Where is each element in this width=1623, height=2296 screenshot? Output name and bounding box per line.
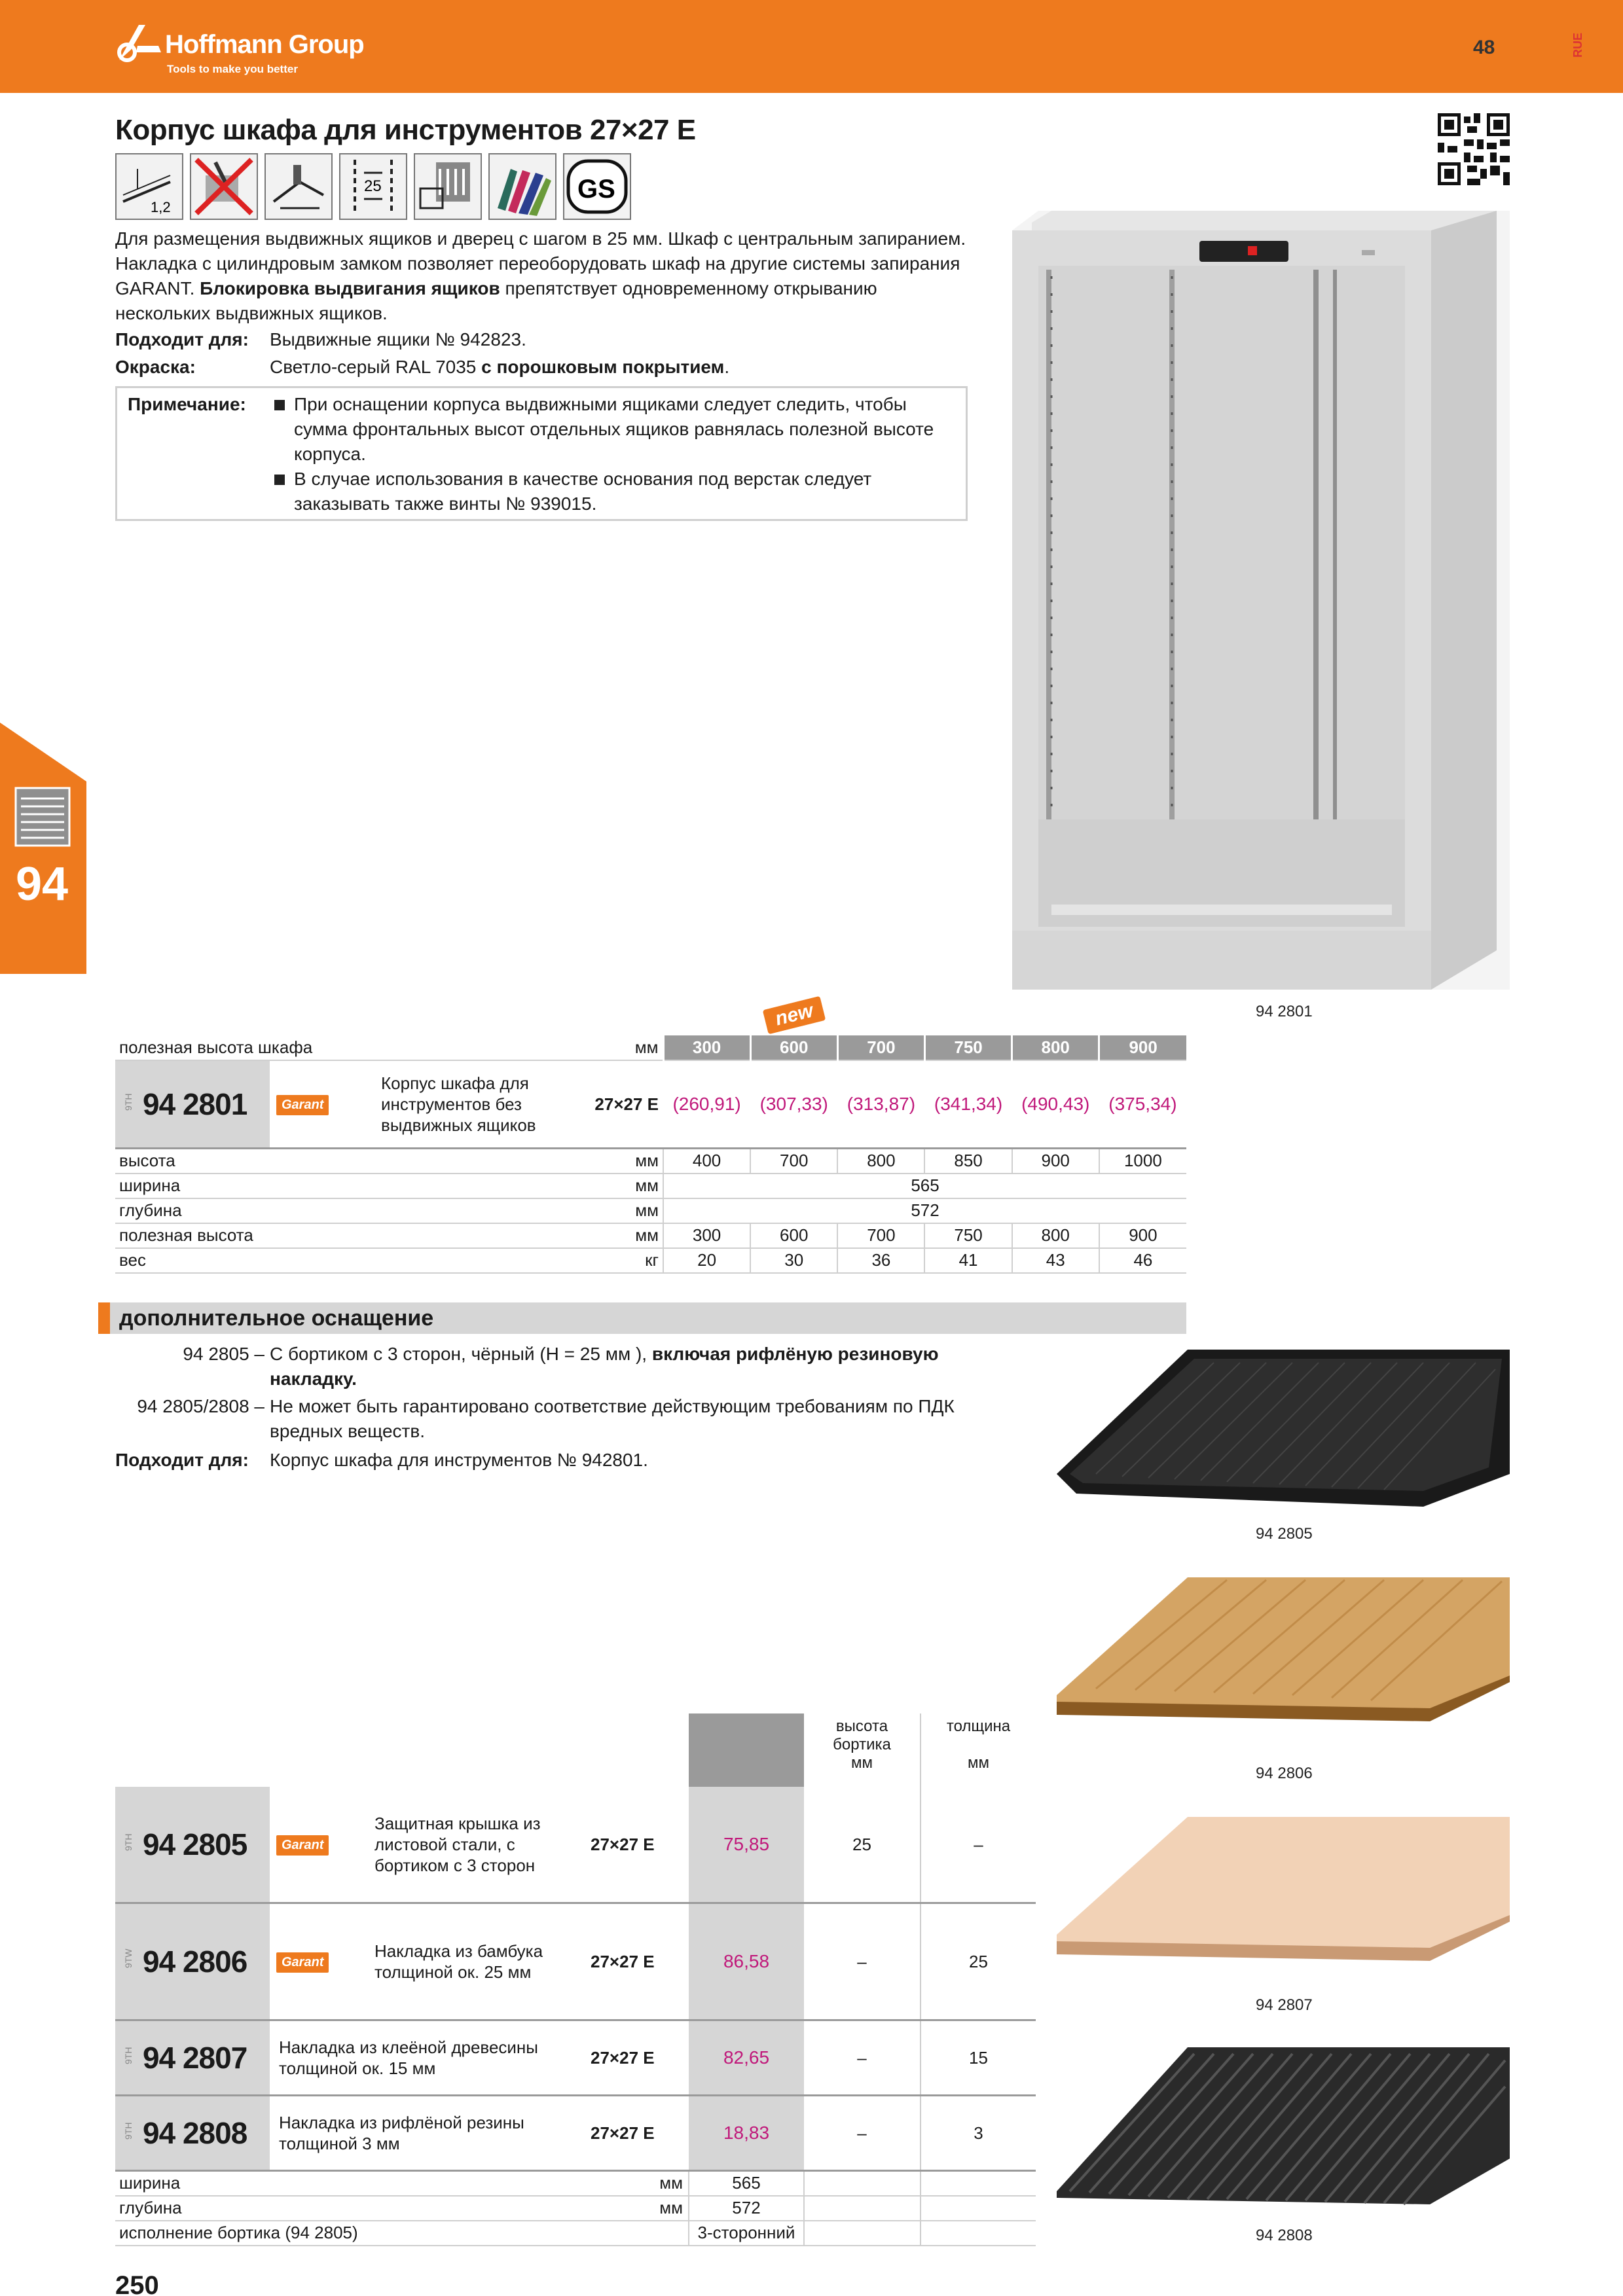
garant-logo: Garant <box>276 1095 329 1115</box>
footer-page-number: 250 <box>115 2271 159 2296</box>
spec-value: 900 <box>1099 1223 1186 1248</box>
spec-row-depth <box>115 2196 1036 2221</box>
bamboo-top-image <box>1057 1577 1510 1728</box>
price-cell: 75,85 <box>689 1787 804 1903</box>
spec-value: 572 <box>689 2196 804 2221</box>
paint-label: Окраска: <box>115 357 196 377</box>
rim-height-cell: – <box>804 2096 921 2171</box>
table-header-row <box>115 1035 1186 1060</box>
product-name: Защитная крышка из листовой стали, с бортиком с 3 сторон <box>374 1814 541 1875</box>
cabinet-image <box>1012 211 1510 996</box>
assembly-icon <box>264 153 333 220</box>
section-number: 94 <box>16 858 69 910</box>
paint-bold: с порошковым покрытием <box>481 357 725 377</box>
height-col: 600 <box>750 1035 837 1060</box>
spec-value: 3-сторонний <box>689 2221 804 2246</box>
cabinet-spec-table <box>115 1035 1186 1274</box>
hoffmann-logo-icon <box>113 20 165 65</box>
price-cell: 18,83 <box>689 2096 804 2171</box>
product-description <box>115 226 966 326</box>
description-text: Для размещения выдвижных ящиков и дверец с шагом в 25 мм. Шкаф с центральным запиранием. Накладка с цилиндровым замком позволяет переоборудовать шкаф на другие системы запирания GARANT. <box>115 228 966 298</box>
page-title: Корпус шкафа для инструментов 27×27 E <box>115 114 696 146</box>
sheet-thickness-label: 1,2 <box>151 199 171 215</box>
product-name: Корпус шкафа для инструментов без выдвижных ящиков <box>381 1073 536 1135</box>
spec-value: 700 <box>750 1149 837 1174</box>
caption-2806: 94 2806 <box>1256 1765 1313 1782</box>
spec-unit: мм <box>535 1198 663 1223</box>
grid-step-icon <box>339 153 407 220</box>
product-name: Накладка из рифлёной резины толщиной 3 мм <box>279 2113 524 2153</box>
gs-label: GS <box>577 175 615 204</box>
product-tag: 9TH <box>123 2122 134 2140</box>
accessories-heading: дополнительное оснащение <box>98 1302 1186 1334</box>
price-cell: (375,34) <box>1099 1060 1186 1149</box>
gs-certified-icon <box>563 153 631 220</box>
rubber-mat-image <box>1057 2047 1510 2217</box>
accessory-code: 94 2805/2808 – <box>137 1396 264 1416</box>
spec-value: 1000 <box>1099 1149 1186 1174</box>
article-number[interactable]: 94 2801 <box>143 1087 247 1121</box>
product-tag: 9TW <box>123 1948 134 1968</box>
feature-icons-row <box>115 153 631 220</box>
spec-value: 46 <box>1099 1248 1186 1273</box>
col-thickness-unit: мм <box>968 1754 989 1772</box>
rim-height-cell: – <box>804 1903 921 2020</box>
language-code: RUE <box>1571 33 1584 58</box>
brand-tagline: Tools to make you better <box>167 63 298 75</box>
height-col: 800 <box>1012 1035 1099 1060</box>
note-list <box>272 392 953 516</box>
product-row[interactable] <box>115 1060 1186 1149</box>
spec-value: 20 <box>663 1248 750 1273</box>
product-name: Накладка из клеёной древесины толщиной ок. 15 мм <box>279 2037 538 2078</box>
drawer-cabinet-icon <box>12 785 73 848</box>
fits-value: Выдвижные ящики № 942823. <box>270 329 526 350</box>
price-cell: (307,33) <box>750 1060 837 1149</box>
paint-end: . <box>724 357 730 377</box>
note-item: При оснащении корпуса выдвижными ящиками следует следить, чтобы сумма фронтальных высот отдельных ящиков равнялась полезной высоте корпуса. <box>272 392 953 467</box>
accessory-row[interactable] <box>115 1903 1036 2020</box>
header-unit: мм <box>535 1035 663 1060</box>
rim-height-cell: – <box>804 2020 921 2096</box>
thickness-cell: 3 <box>921 2096 1036 2171</box>
sheet-thickness-icon <box>115 153 183 220</box>
page-number: 48 <box>1473 37 1495 58</box>
product-size: 27×27 E <box>591 2123 655 2143</box>
price-cell: 82,65 <box>689 2020 804 2096</box>
fits-value: Корпус шкафа для инструментов № 942801. <box>270 1450 648 1470</box>
note-box <box>115 386 968 521</box>
product-size: 27×27 E <box>591 1834 655 1854</box>
qr-code-icon[interactable] <box>1438 113 1510 186</box>
rim-height-cell: 25 <box>804 1787 921 1903</box>
spec-value: 850 <box>924 1149 1012 1174</box>
spec-value: 30 <box>750 1248 837 1273</box>
article-number[interactable]: 94 2805 <box>143 1827 247 1861</box>
article-number[interactable]: 94 2808 <box>143 2116 247 2150</box>
accessory-line-2 <box>115 1394 1006 1444</box>
article-number[interactable]: 94 2806 <box>143 1945 247 1979</box>
spec-row-weight <box>115 1248 1186 1273</box>
article-number[interactable]: 94 2807 <box>143 2041 247 2075</box>
product-tag: 9TH <box>123 1093 134 1111</box>
spec-row-depth <box>115 1198 1186 1223</box>
spec-value: 43 <box>1012 1248 1099 1273</box>
glued-wood-top-image <box>1057 1817 1510 1967</box>
spec-label: вес <box>115 1248 535 1273</box>
accessory-bold: включая рифлёную резиновую накладку. <box>270 1344 939 1389</box>
caption-2807: 94 2807 <box>1256 1996 1313 2014</box>
spec-value: 750 <box>924 1223 1012 1248</box>
spec-label: исполнение бортика (94 2805) <box>115 2221 689 2246</box>
spec-value: 565 <box>663 1174 1186 1198</box>
product-size: 27×27 E <box>591 1951 655 1971</box>
spec-label: ширина <box>115 1174 535 1198</box>
price-cell: (260,91) <box>663 1060 750 1149</box>
height-col: 900 <box>1099 1035 1186 1060</box>
accessory-row[interactable] <box>115 2020 1036 2096</box>
spec-row-width <box>115 2171 1036 2196</box>
header-label: полезная высота шкафа <box>115 1035 535 1060</box>
paint-value: Светло-серый RAL 7035 <box>270 357 482 377</box>
accessory-text: Не может быть гарантировано соответствие действующим требованиям по ПДК вредных веществ. <box>270 1396 955 1441</box>
spec-value: 36 <box>837 1248 924 1273</box>
caption-2808: 94 2808 <box>1256 2227 1313 2244</box>
accessory-row[interactable] <box>115 2096 1036 2171</box>
product-name: Накладка из бамбука толщиной ок. 25 мм <box>374 1941 543 1982</box>
product-size: 27×27 E <box>594 1094 659 1114</box>
height-col: 700 <box>837 1035 924 1060</box>
section-side-tab <box>0 723 86 974</box>
spec-value: 800 <box>837 1149 924 1174</box>
product-size: 27×27 E <box>591 2047 655 2068</box>
accessory-code: 94 2805 – <box>183 1344 264 1364</box>
fits-label: Подходит для: <box>115 329 249 350</box>
spec-row-rim <box>115 2221 1036 2246</box>
price-cell: (313,87) <box>837 1060 924 1149</box>
spec-row-width <box>115 1174 1186 1198</box>
caption-2805: 94 2805 <box>1256 1525 1313 1543</box>
garant-logo: Garant <box>276 1952 329 1973</box>
note-item: В случае использования в качестве основания под верстак следует заказывать также винты № 939015. <box>272 467 953 516</box>
spec-unit: мм <box>659 2173 683 2193</box>
accessory-text: С бортиком с 3 сторон, чёрный (H = 25 мм ), <box>270 1344 652 1364</box>
spec-unit: кг <box>535 1248 663 1273</box>
spec-label: полезная высота <box>115 1223 535 1248</box>
height-col: 750 <box>924 1035 1012 1060</box>
spec-value: 41 <box>924 1248 1012 1273</box>
accessory-row[interactable] <box>115 1787 1036 1903</box>
price-cell: (341,34) <box>924 1060 1012 1149</box>
product-tag: 9TH <box>123 1833 134 1851</box>
thickness-cell: – <box>921 1787 1036 1903</box>
note-label: Примечание: <box>128 394 246 414</box>
spec-value: 565 <box>689 2171 804 2196</box>
paint-row <box>115 355 729 380</box>
table-header-row <box>115 1713 1036 1787</box>
spec-value: 300 <box>663 1223 750 1248</box>
spec-label: ширина <box>119 2173 181 2193</box>
fits-label: Подходит для: <box>115 1450 249 1470</box>
spec-unit: мм <box>535 1223 663 1248</box>
no-drilling-icon <box>190 153 258 220</box>
spec-value: 600 <box>750 1223 837 1248</box>
spec-value: 400 <box>663 1149 750 1174</box>
brand-name: Hoffmann Group <box>165 30 364 59</box>
description-bold: Блокировка выдвигания ящиков <box>194 278 500 298</box>
steel-cover-image <box>1057 1343 1510 1513</box>
fits-row <box>115 327 526 352</box>
garant-logo: Garant <box>276 1835 329 1856</box>
spec-unit: мм <box>535 1149 663 1174</box>
description-tail: препятствует одновременному открыванию нескольких выдвижных ящиков. <box>115 278 877 323</box>
spec-unit: мм <box>659 2198 683 2217</box>
new-badge: new <box>763 996 826 1035</box>
spec-label: глубина <box>115 1198 535 1223</box>
spec-unit: мм <box>535 1174 663 1198</box>
col-height-label: высота бортика <box>833 1717 891 1753</box>
height-col: 300 <box>663 1035 750 1060</box>
price-cell: (490,43) <box>1012 1060 1099 1149</box>
spec-value: 572 <box>663 1198 1186 1223</box>
caption-cabinet: 94 2801 <box>1256 1003 1313 1020</box>
spec-value: 800 <box>1012 1223 1099 1248</box>
product-tag: 9TH <box>123 2047 134 2064</box>
accessory-table <box>115 1713 1036 2246</box>
color-swatches-icon <box>488 153 556 220</box>
drawer-interlock-icon <box>414 153 482 220</box>
spec-row-height <box>115 1149 1186 1174</box>
accessory-line-1 <box>115 1342 1006 1391</box>
col-thickness-label: толщина <box>946 1717 1011 1735</box>
accessory-fits-row <box>115 1448 648 1473</box>
spec-value: 900 <box>1012 1149 1099 1174</box>
col-height-unit: мм <box>851 1754 873 1772</box>
grid-step-label: 25 <box>364 177 382 195</box>
spec-label: глубина <box>119 2198 182 2217</box>
spec-value: 700 <box>837 1223 924 1248</box>
spec-row-useful-height <box>115 1223 1186 1248</box>
price-cell: 86,58 <box>689 1903 804 2020</box>
spec-label: высота <box>115 1149 535 1174</box>
thickness-cell: 15 <box>921 2020 1036 2096</box>
thickness-cell: 25 <box>921 1903 1036 2020</box>
